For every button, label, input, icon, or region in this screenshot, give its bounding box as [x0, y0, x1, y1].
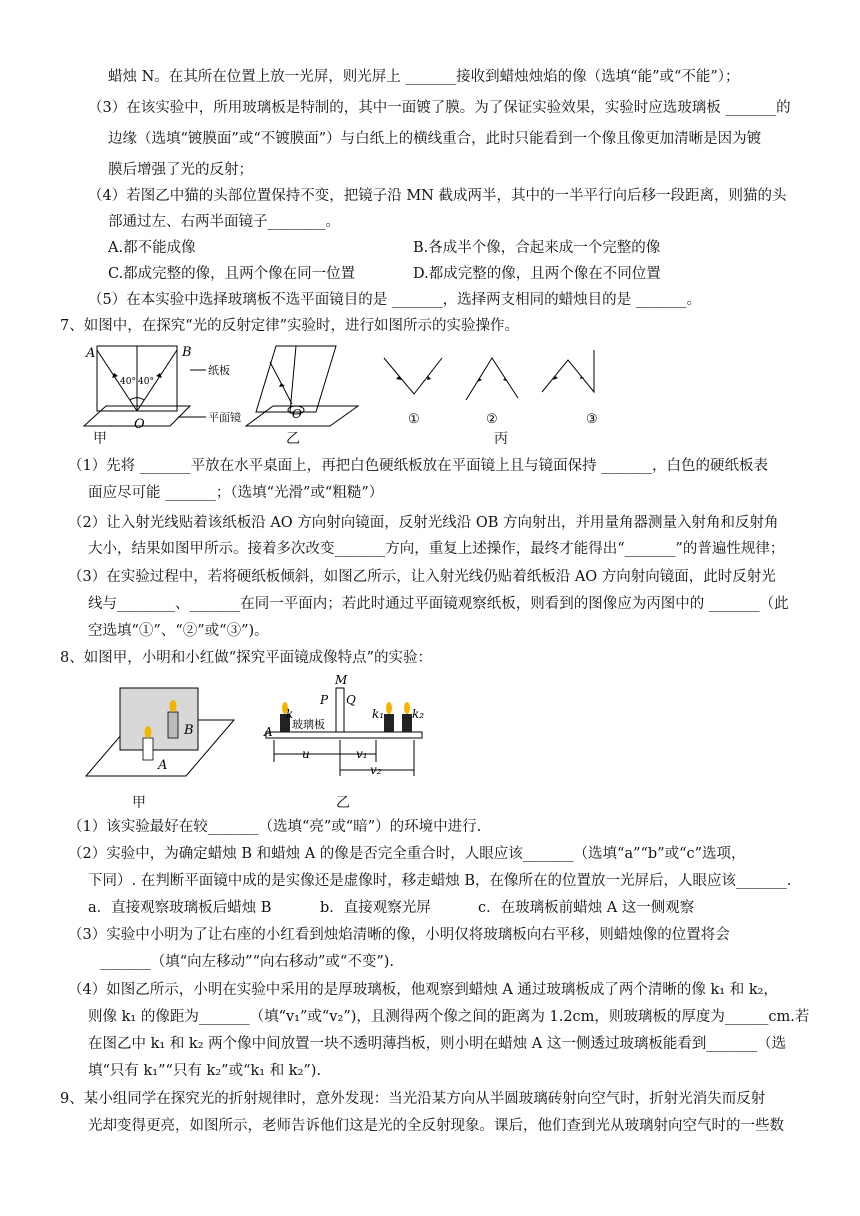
question-6-5: （5）在本实验中选择玻璃板不选平面镜目的是 _______，选择两支相同的蜡烛目的是 _______。: [88, 292, 701, 308]
question-7-3: （3）在实验过程中，若将硬纸板倾斜，如图乙所示，让入射光线仍贴着纸板沿 AO 方向射向镜面，此时反射光: [68, 569, 776, 585]
option-c: c．在玻璃板前蜡烛 A 这一侧观察: [478, 900, 695, 916]
text-line: 膜后增强了光的反射；: [108, 162, 253, 178]
text-line: 下同）. 在判断平面镜中成的是实像还是虚像时，移走蜡烛 B，在像所在的位置放一光屏后，人眼应该_______.: [88, 873, 792, 889]
option-b: b．直接观察光屏: [320, 900, 431, 916]
text-line: 面应尽可能 _______；（选填“光滑”或“粗糙”）: [88, 485, 384, 501]
label-a2: A: [264, 725, 273, 739]
text-line: 边缘（选填“镀膜面”或“不镀膜面”）与白纸上的横线重合，此时只能看到一个像且像更加清晰是因为镀: [108, 131, 762, 147]
text-line: 在图乙中 k₁ 和 k₂ 两个像中间放置一块不透明薄挡板，则小明在蜡烛 A 这一侧透过玻璃板能看到_______（选: [88, 1036, 787, 1052]
label-b: B: [184, 723, 194, 738]
label-k: k: [286, 707, 294, 721]
question-8-4: （4）如图乙所示，小明在实验中采用的是厚玻璃板，他观察到蜡烛 A 通过玻璃板成了两个清晰的像 k₁ 和 k₂，: [68, 982, 778, 998]
text-line: 填“只有 k₁”“只有 k₂”或“k₁ 和 k₂”).: [88, 1063, 322, 1079]
option-a: A.都不能成像: [108, 240, 196, 256]
label-v2: v₂: [370, 763, 382, 777]
text-line: 则像 k₁ 的像距为_______（填“v₁”或“v₂”)，且测得两个像之间的距离为 1.2cm，则玻璃板的厚度为______cm.若: [88, 1009, 810, 1025]
label-o: O: [134, 417, 145, 432]
fig8-caption-jia: 甲: [132, 795, 146, 811]
label-b: B: [182, 345, 192, 360]
label-u: u: [302, 747, 310, 761]
fig7-caption-yi: 乙: [286, 431, 300, 447]
text-line: 部通过左、右两半面镜子________。: [108, 214, 340, 230]
label-a: A: [86, 346, 96, 361]
label-m: M: [335, 673, 348, 687]
question-7-title: 7、如图中，在探究“光的反射定律”实验时，进行如图所示的实验操作。: [60, 318, 520, 334]
question-6-3: （3）在该实验中，所用玻璃板是特制的，其中一面镀了膜。为了保证实验效果，实验时应选玻璃板 _______的: [88, 100, 791, 116]
fig8-caption-yi: 乙: [336, 795, 350, 811]
figure-7: [78, 340, 618, 448]
question-7-2: （2）让入射光线贴着该纸板沿 AO 方向射向镜面，反射光线沿 OB 方向射出，并用量角器测量入射角和反射角: [68, 515, 779, 531]
text-line: 蜡烛 N。在其所在位置上放一光屏，则光屏上 _______接收到蜡烛烛焰的像（选填“能”或“不能”）；: [108, 69, 740, 85]
angle-right: 40°: [138, 377, 154, 387]
fig7-caption-jia: 甲: [93, 431, 107, 447]
angle-left: 40°: [120, 377, 136, 387]
label-k1: k₁: [372, 707, 385, 721]
label-p: P: [320, 693, 329, 707]
label-k2: k₂: [412, 707, 425, 721]
label-glass: 玻璃板: [292, 718, 325, 731]
option-b: B.各成半个像，合起来成一个完整的像: [413, 240, 661, 256]
question-8-2: （2）实验中，为确定蜡烛 B 和蜡烛 A 的像是否完全重合时，人眼应该_______（选填“a”“b”或“c”选项，: [68, 846, 746, 862]
option-1: ①: [408, 412, 420, 427]
text-line: 大小，结果如图甲所示。接着多次改变_______方向，重复上述操作，最终才能得出“_______”的普遍性规律；: [88, 541, 785, 557]
question-7-1: （1）先将 _______平放在水平桌面上，再把白色硬纸板放在平面镜上且与镜面保持 _______，白色的硬纸板表: [68, 458, 768, 474]
option-d: D.都成完整的像，且两个像在不同位置: [413, 266, 661, 282]
label-a: A: [158, 758, 168, 773]
question-9-title: 9、某小组同学在探究光的折射规律时，意外发现：当光沿某方向从半圆玻璃砖射向空气时，折射光消失而反射: [60, 1091, 766, 1107]
option-c: C.都成完整的像，且两个像在同一位置: [108, 266, 356, 282]
label-v1: v₁: [356, 747, 368, 761]
text-line: 空选填“①”、“②”或“③”)。: [88, 623, 269, 639]
fig7-caption-bing: 丙: [494, 431, 508, 447]
figure-8: [80, 670, 440, 788]
text-line: 线与________、_______在同一平面内；若此时通过平面镜观察纸板，则看到的图像应为丙图中的 _______（此: [88, 596, 789, 612]
text-line: _______（填“向左移动”“向右移动”或“不变”).: [100, 954, 394, 970]
question-6-4: （4）若图乙中猫的头部位置保持不变，把镜子沿 MN 截成两半，其中的一半平行向后移一段距离，则猫的头: [88, 188, 787, 204]
label-paper: 纸板: [208, 364, 230, 377]
question-8-1: （1）该实验最好在较_______（选填“亮”或“暗”）的环境中进行.: [68, 819, 482, 835]
label-mirror: 平面镜: [208, 411, 241, 424]
label-o2: O: [292, 407, 302, 421]
text-line: 光却变得更亮，如图所示，老师告诉他们这是光的全反射现象。课后，他们查到光从玻璃射向空气时的一些数: [88, 1118, 784, 1134]
label-q: Q: [346, 693, 356, 707]
question-8-title: 8、如图甲，小明和小红做“探究平面镜成像特点”的实验：: [60, 650, 433, 666]
question-8-3: （3）实验中小明为了让右座的小红看到烛焰清晰的像，小明仅将玻璃板向右平移，则蜡烛像的位置将会: [68, 927, 730, 943]
option-3: ③: [586, 412, 598, 427]
option-2: ②: [486, 412, 498, 427]
option-a: a．直接观察玻璃板后蜡烛 B: [88, 900, 272, 916]
